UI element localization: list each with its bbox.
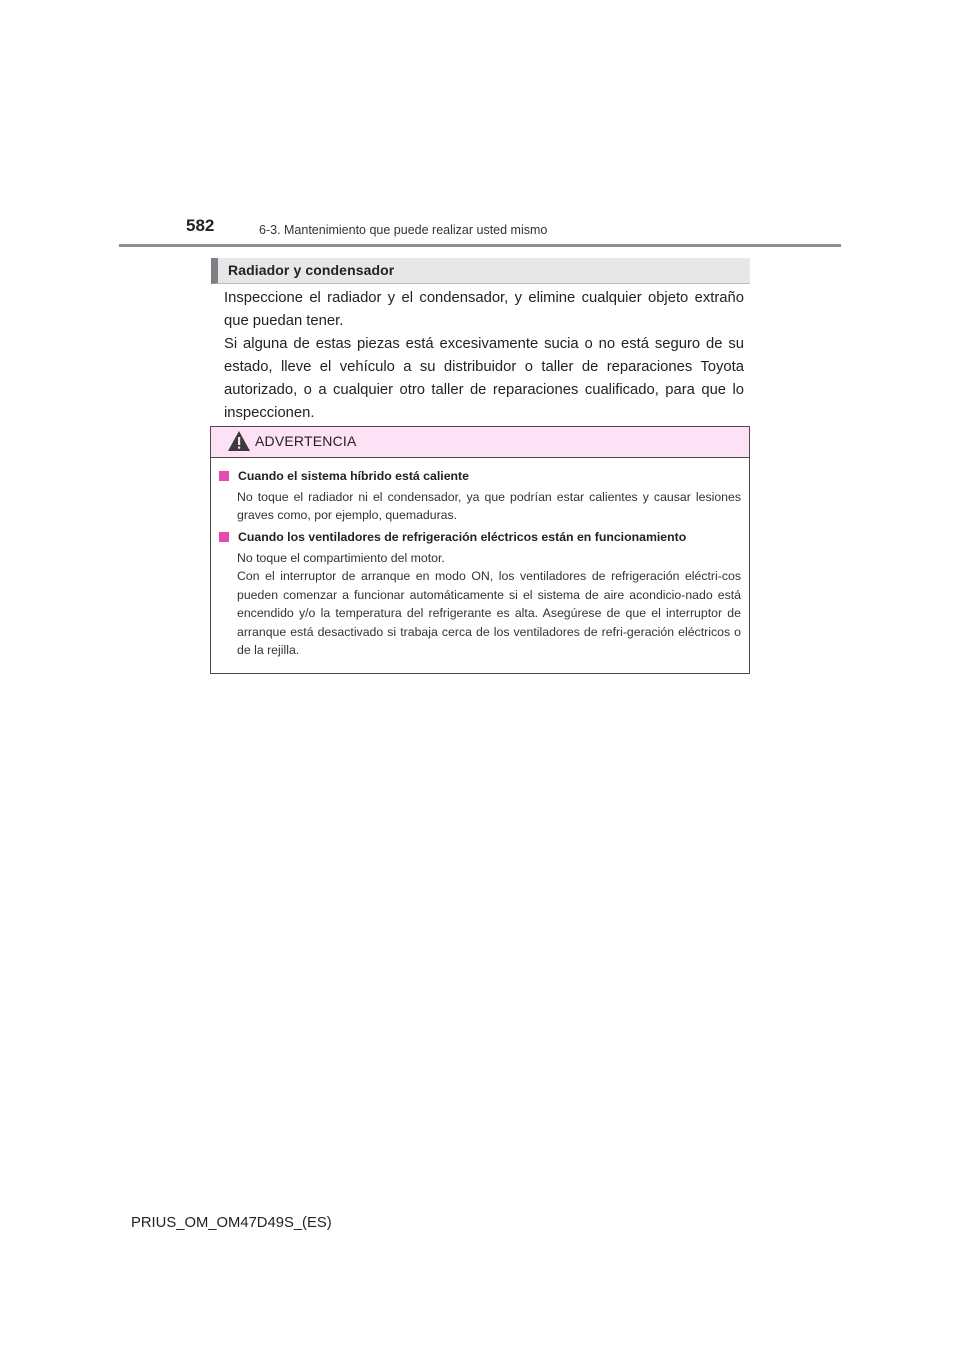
warning-triangle-icon <box>227 430 251 452</box>
body-paragraph: Si alguna de estas piezas está excesivamente sucia o no está seguro de su estado, lleve el vehículo a su distribuidor o taller de reparaciones Toyota autorizado, o a cualquier otro taller de reparaciones cualificado, para que lo inspeccionen. <box>224 336 744 421</box>
warning-item-heading-text: Cuando los ventiladores de refrigeración eléctricos están en funcionamiento <box>238 530 687 544</box>
subsection-heading <box>211 258 750 284</box>
subsection-title: Radiador y condensador <box>228 262 395 278</box>
warning-title: ADVERTENCIA <box>255 433 357 449</box>
body-paragraph: Inspeccione el radiador y el condensador, y elimine cualquier objeto extraño que puedan tener. <box>224 290 744 329</box>
warning-line: No toque el compartimiento del motor. <box>237 551 445 565</box>
warning-item <box>219 468 741 525</box>
warning-line: No toque el radiador ni el condensador, ya que podrían estar calientes y causar lesiones graves como, por ejemplo, quemaduras. <box>237 490 741 523</box>
warning-item-text <box>237 549 741 659</box>
section-header: 6-3. Mantenimiento que puede realizar usted mismo <box>259 223 548 237</box>
warning-item-heading-text: Cuando el sistema híbrido está caliente <box>238 469 469 483</box>
warning-box <box>210 426 750 674</box>
warning-line: Con el interruptor de arranque en modo ON, los ventiladores de refrigeración eléctri-cos pueden comenzar a funcionar automáticamente si el sistema de aire acondicio-nado está encendido y/o la temperatura del refrigerante es alta. Asegúrese de que el interruptor de arranque está desactivado si trabaja cerca de los ventiladores de refri-geración eléctricos o de la rejilla. <box>237 569 741 658</box>
header-rule <box>119 244 841 247</box>
warning-item <box>219 529 741 659</box>
square-bullet-icon <box>219 532 229 542</box>
square-bullet-icon <box>219 471 229 481</box>
body-text <box>224 287 744 425</box>
warning-item-heading <box>219 529 741 546</box>
warning-item-text <box>237 488 741 525</box>
footer-code: PRIUS_OM_OM47D49S_(ES) <box>131 1215 332 1231</box>
warning-header <box>211 427 749 458</box>
page-number: 582 <box>186 216 215 235</box>
warning-item-heading <box>219 468 741 485</box>
